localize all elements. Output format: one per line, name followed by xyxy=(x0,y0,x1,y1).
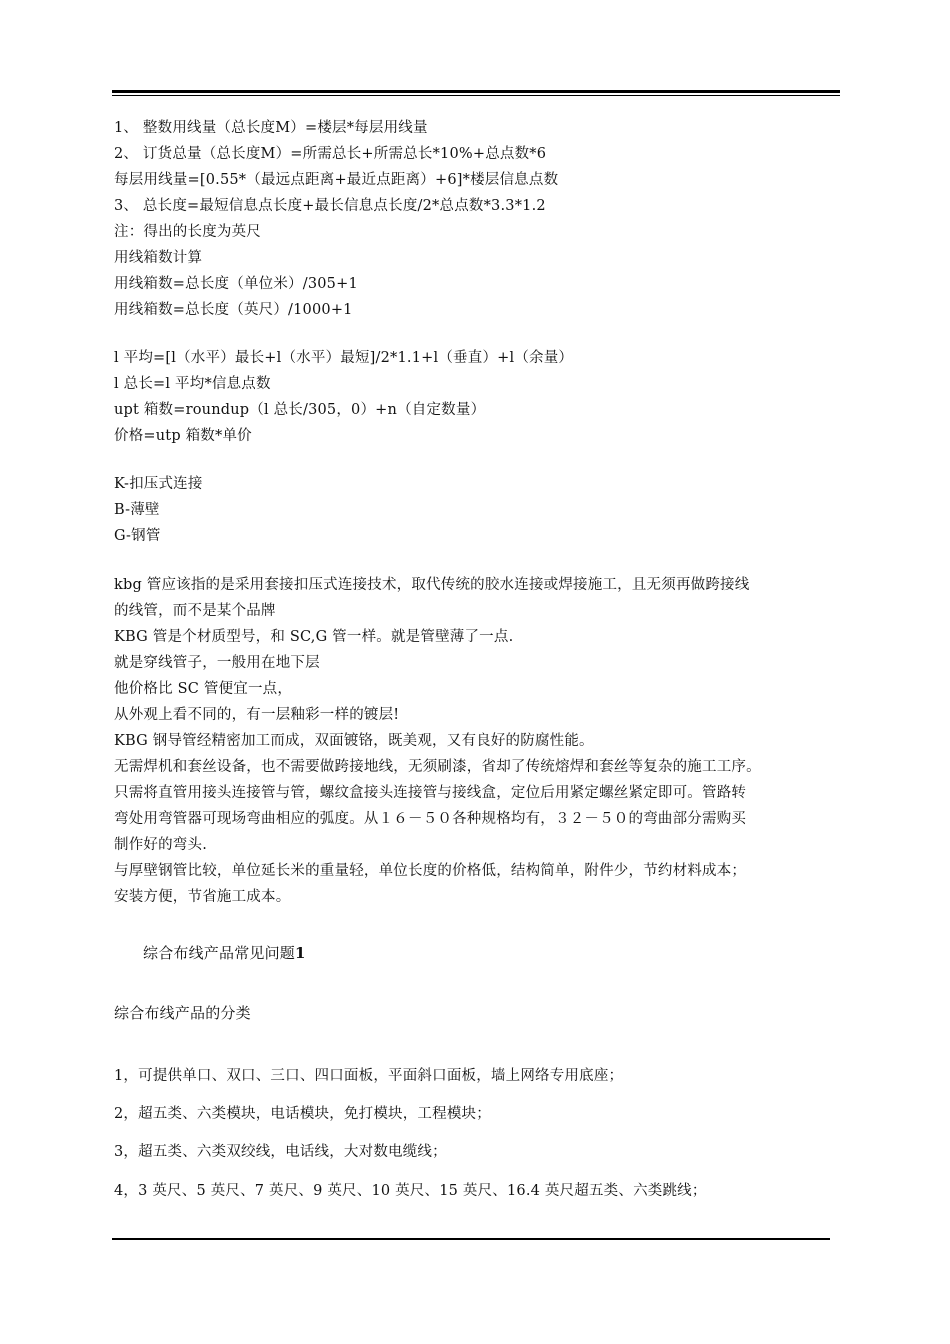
text-line: 1、 整数用线量（总长度M）=楼层*每层用线量 xyxy=(114,120,428,136)
text-line: l 总长=l 平均*信息点数 xyxy=(114,376,271,392)
text-line: 注：得出的长度为英尺 xyxy=(114,224,261,240)
text-line: l 平均=[l（水平）最长+l（水平）最短]/2*1.1+l（垂直）+l（余量） xyxy=(114,350,574,366)
text-line: B-薄壁 xyxy=(114,502,160,518)
list-item: 4，3 英尺、5 英尺、7 英尺、9 英尺、10 英尺、15 英尺、16.4 英尺超五类、六类跳线； xyxy=(114,1183,707,1199)
text-line: 弯处用弯管器可现场弯曲相应的弧度。从１６－５０各种规格均有，３２－５０的弯曲部分需购买 xyxy=(114,811,747,827)
text-line: 就是穿线管子，一般用在地下层 xyxy=(114,655,320,671)
text-line: 他价格比 SC 管便宜一点， xyxy=(114,681,293,697)
text-line: G-钢管 xyxy=(114,528,161,544)
footer-rule xyxy=(112,1238,830,1240)
text-line: 价格=utp 箱数*单价 xyxy=(114,428,252,444)
text-line: 与厚壁钢管比较，单位延长米的重量轻，单位长度的价格低，结构简单，附件少，节约材料成本； xyxy=(114,863,747,879)
text-line: 制作好的弯头. xyxy=(114,837,208,853)
list-item: 1，可提供单口、双口、三口、四口面板，平面斜口面板，墙上网络专用底座； xyxy=(114,1068,624,1084)
text-line: 用线箱数计算 xyxy=(114,250,203,266)
section-title xyxy=(143,943,306,963)
text-line: 用线箱数=总长度（英尺）/1000+1 xyxy=(114,302,353,318)
list-item: 3，超五类、六类双绞线，电话线，大对数电缆线； xyxy=(114,1144,447,1160)
text-line: kbg 管应该指的是采用套接扣压式连接技术，取代传统的胶水连接或焊接施工，且无须再做跨接线 xyxy=(114,577,750,593)
text-line: 从外观上看不同的，有一层釉彩一样的镀层! xyxy=(114,707,400,723)
text-line: KBG 管是个材质型号，和 SC,G 管一样。就是管壁薄了一点. xyxy=(114,629,514,645)
text-line: KBG 钢导管经精密加工而成，双面镀铬，既美观，又有良好的防腐性能。 xyxy=(114,733,594,749)
text-line: 2、 订货总量（总长度M）=所需总长+所需总长*10%+总点数*6 xyxy=(114,146,547,162)
header-rule xyxy=(112,90,840,93)
text-line: 每层用线量=[0.55*（最远点距离+最近点距离）+6]*楼层信息点数 xyxy=(114,172,559,188)
section-number: 1 xyxy=(295,944,306,962)
text-line: 用线箱数=总长度（单位米）/305+1 xyxy=(114,276,358,292)
text-line: 无需焊机和套丝设备，也不需要做跨接地线，无须刷漆，省却了传统熔焊和套丝等复杂的施工工序。 xyxy=(114,759,761,775)
text-line: 3、 总长度=最短信息点长度+最长信息点长度/2*总点数*3.3*1.2 xyxy=(114,198,546,214)
text-line: K-扣压式连接 xyxy=(114,476,203,492)
text-line: 只需将直管用接头连接管与管，螺纹盒接头连接管与接线盒，定位后用紧定螺丝紧定即可。管路转 xyxy=(114,785,747,801)
text-line: 安装方便，节省施工成本。 xyxy=(114,889,291,905)
section-title-text: 综合布线产品常见问题 xyxy=(143,944,296,962)
section-subtitle: 综合布线产品的分类 xyxy=(114,1004,251,1022)
text-line: 的线管，而不是某个品牌 xyxy=(114,603,276,619)
text-line: upt 箱数=roundup（l 总长/305，0）+n（自定数量） xyxy=(114,402,486,418)
list-item: 2，超五类、六类模块，电话模块，免打模块，工程模块； xyxy=(114,1106,491,1122)
